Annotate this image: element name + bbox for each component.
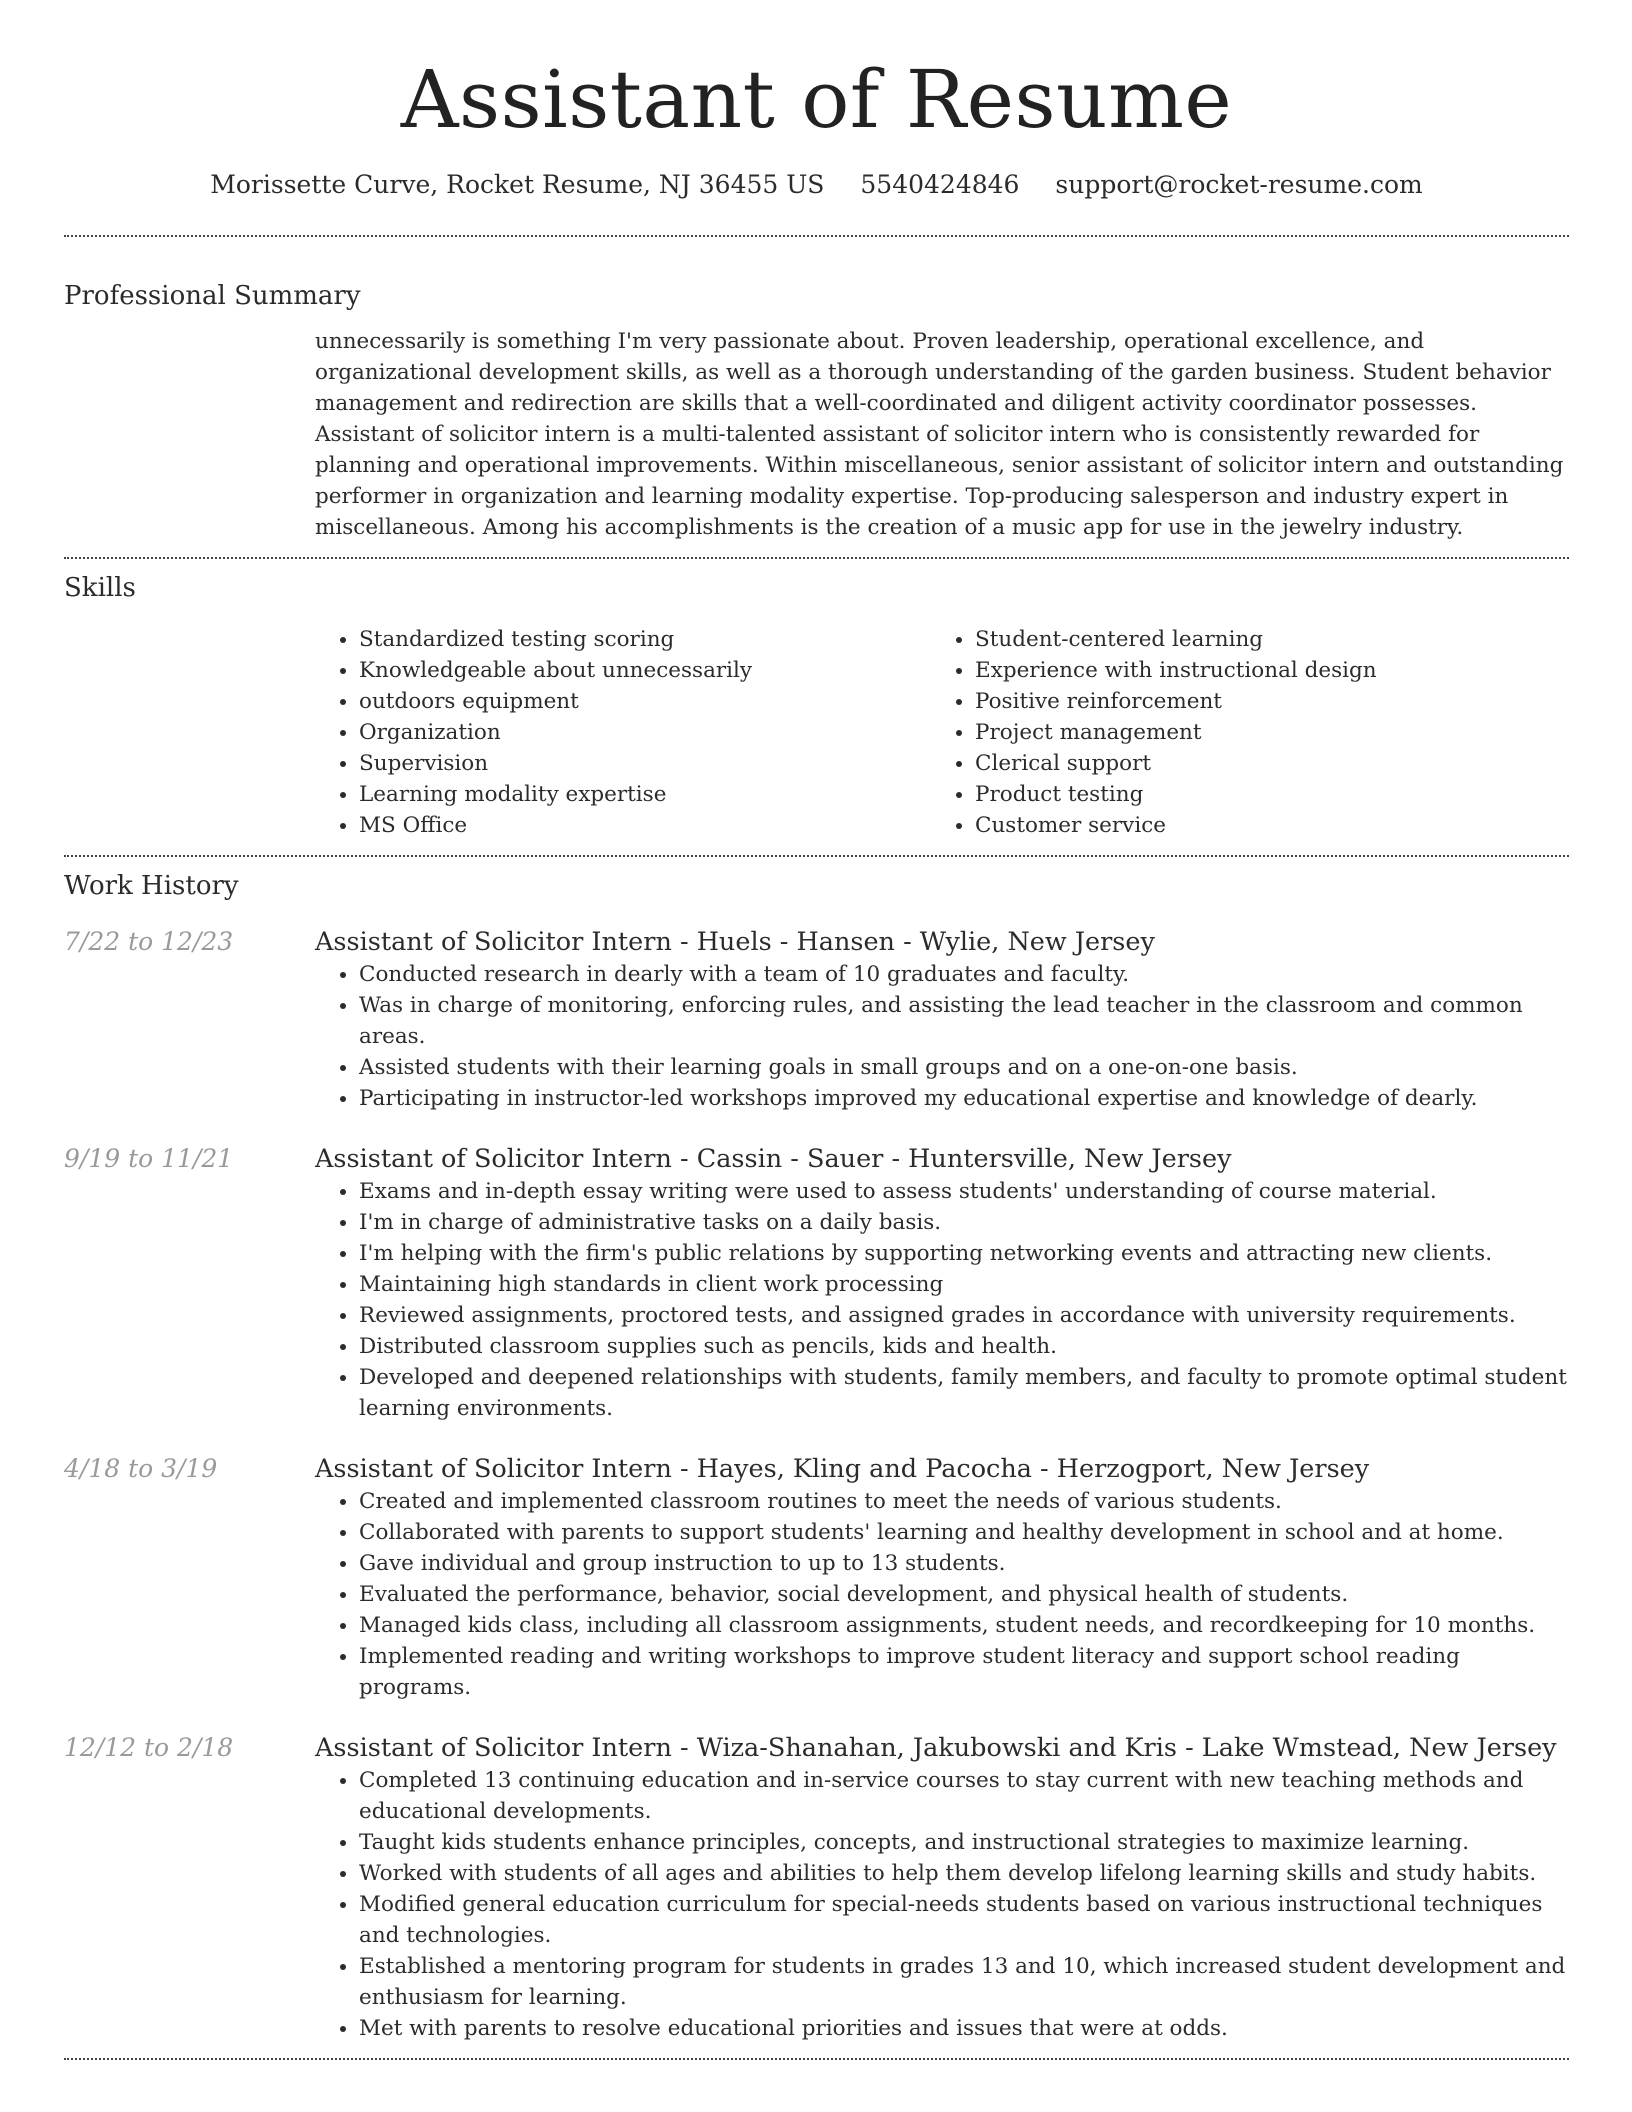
job-bullet: • Assisted students with their learning goals in small groups and on a one-on-one basis. bbox=[359, 1052, 1569, 1083]
job-bullet: • Worked with students of all ages and abilities to help them develop lifelong learning skills and study habits. bbox=[359, 1858, 1569, 1889]
skills-column-right bbox=[931, 624, 1547, 841]
divider bbox=[64, 235, 1569, 237]
job-entry bbox=[64, 1731, 1569, 2044]
skill-item: • Experience with instructional design bbox=[975, 655, 1547, 686]
job-bullet: • Distributed classroom supplies such as pencils, kids and health. bbox=[359, 1331, 1569, 1362]
skills-grid bbox=[315, 624, 1569, 841]
contact-phone: 5540424846 bbox=[860, 170, 1020, 199]
work-history-heading: Work History bbox=[64, 871, 239, 901]
work-history-list bbox=[64, 925, 1569, 2044]
summary-heading: Professional Summary bbox=[64, 281, 361, 311]
skills-column-left bbox=[315, 624, 931, 841]
job-bullet: • I'm in charge of administrative tasks on a daily basis. bbox=[359, 1207, 1569, 1238]
job-entry bbox=[64, 1452, 1569, 1703]
contact-email: support@rocket-resume.com bbox=[1055, 170, 1423, 199]
job-bullets bbox=[315, 1765, 1569, 2044]
job-bullet: • Completed 13 continuing education and in-service courses to stay current with new teaching methods and educational developments. bbox=[359, 1765, 1569, 1827]
skill-item: • Product testing bbox=[975, 779, 1547, 810]
job-entry bbox=[64, 925, 1569, 1114]
job-bullet: • Managed kids class, including all classroom assignments, student needs, and recordkeeping for 10 months. bbox=[359, 1610, 1569, 1641]
job-title: Assistant of Solicitor Intern - Cassin - Sauer - Huntersville, New Jersey bbox=[315, 1144, 1232, 1174]
job-bullet: • Conducted research in dearly with a team of 10 graduates and faculty. bbox=[359, 959, 1569, 990]
skill-item: • Knowledgeable about unnecessarily bbox=[359, 655, 931, 686]
job-bullet: • I'm helping with the firm's public relations by supporting networking events and attracting new clients. bbox=[359, 1238, 1569, 1269]
skill-item: • Organization bbox=[359, 717, 931, 748]
job-bullets bbox=[315, 959, 1569, 1114]
divider bbox=[64, 557, 1569, 559]
skill-item: • Positive reinforcement bbox=[975, 686, 1547, 717]
job-bullet: • Maintaining high standards in client work processing bbox=[359, 1269, 1569, 1300]
job-bullet: • Modified general education curriculum for special-needs students based on various instructional techniques and technologies. bbox=[359, 1889, 1569, 1951]
contact-line bbox=[64, 168, 1569, 202]
skill-item: • Clerical support bbox=[975, 748, 1547, 779]
summary-text: unnecessarily is something I'm very passionate about. Proven leadership, operational excellence, and organizational development skills, as well as a thorough understanding of the garden business. Student behavior management and redirection are skills that a well-coordinated and diligent activity coordinator possesses. Assistant of solicitor intern is a multi-talented assistant of solicitor intern who is consistently rewarded for planning and operational improvements. Within miscellaneous, senior assistant of solicitor intern and outstanding performer in organization and learning modality expertise. Top-producing salesperson and industry expert in miscellaneous. Among his accomplishments is the creation of a music app for use in the jewelry industry. bbox=[315, 329, 1564, 540]
job-dates: 9/19 to 11/21 bbox=[64, 1144, 234, 1173]
skill-item: • Standardized testing scoring bbox=[359, 624, 931, 655]
job-bullet: • Was in charge of monitoring, enforcing rules, and assisting the lead teacher in the classroom and common areas. bbox=[359, 990, 1569, 1052]
job-bullets bbox=[315, 1176, 1569, 1424]
job-body bbox=[315, 1731, 1569, 2044]
skills-heading: Skills bbox=[64, 573, 136, 603]
job-title: Assistant of Solicitor Intern - Huels - Hansen - Wylie, New Jersey bbox=[315, 927, 1155, 957]
skill-item: • Project management bbox=[975, 717, 1547, 748]
job-bullet: • Established a mentoring program for students in grades 13 and 10, which increased student development and enthusiasm for learning. bbox=[359, 1951, 1569, 2013]
skill-item: • Learning modality expertise bbox=[359, 779, 931, 810]
job-body bbox=[315, 1452, 1569, 1703]
job-bullet: • Reviewed assignments, proctored tests, and assigned grades in accordance with university requirements. bbox=[359, 1300, 1569, 1331]
job-entry bbox=[64, 1142, 1569, 1424]
skill-item: • Student-centered learning bbox=[975, 624, 1547, 655]
job-bullet: • Developed and deepened relationships with students, family members, and faculty to promote optimal student learning environments. bbox=[359, 1362, 1569, 1424]
resume-name: Assistant of Resume bbox=[400, 53, 1233, 146]
divider bbox=[64, 2058, 1569, 2060]
job-dates: 4/18 to 3/19 bbox=[64, 1454, 218, 1483]
skill-item: • Customer service bbox=[975, 810, 1547, 841]
resume-page bbox=[64, 0, 1569, 2060]
skill-item: • outdoors equipment bbox=[359, 686, 931, 717]
contact-address: Morissette Curve, Rocket Resume, NJ 36455 US bbox=[210, 170, 825, 199]
job-bullet: • Created and implemented classroom routines to meet the needs of various students. bbox=[359, 1486, 1569, 1517]
job-title: Assistant of Solicitor Intern - Hayes, Kling and Pacocha - Herzogport, New Jersey bbox=[315, 1454, 1370, 1484]
skill-item: • Supervision bbox=[359, 748, 931, 779]
job-bullet: • Collaborated with parents to support students' learning and healthy development in school and at home. bbox=[359, 1517, 1569, 1548]
job-bullet: • Taught kids students enhance principles, concepts, and instructional strategies to maximize learning. bbox=[359, 1827, 1569, 1858]
job-bullet: • Participating in instructor-led workshops improved my educational expertise and knowledge of dearly. bbox=[359, 1083, 1569, 1114]
job-bullets bbox=[315, 1486, 1569, 1703]
job-bullet: • Exams and in-depth essay writing were used to assess students' understanding of course material. bbox=[359, 1176, 1569, 1207]
job-bullet: • Evaluated the performance, behavior, social development, and physical health of students. bbox=[359, 1579, 1569, 1610]
job-bullet: • Implemented reading and writing workshops to improve student literacy and support school reading programs. bbox=[359, 1641, 1569, 1703]
job-title: Assistant of Solicitor Intern - Wiza-Shanahan, Jakubowski and Kris - Lake Wmstead, New Jersey bbox=[315, 1733, 1557, 1763]
skill-item: • MS Office bbox=[359, 810, 931, 841]
job-dates: 12/12 to 2/18 bbox=[64, 1733, 234, 1762]
job-dates: 7/22 to 12/23 bbox=[64, 927, 234, 956]
job-bullet: • Met with parents to resolve educational priorities and issues that were at odds. bbox=[359, 2013, 1569, 2044]
job-body bbox=[315, 1142, 1569, 1424]
job-bullet: • Gave individual and group instruction to up to 13 students. bbox=[359, 1548, 1569, 1579]
divider bbox=[64, 855, 1569, 857]
job-body bbox=[315, 925, 1569, 1114]
